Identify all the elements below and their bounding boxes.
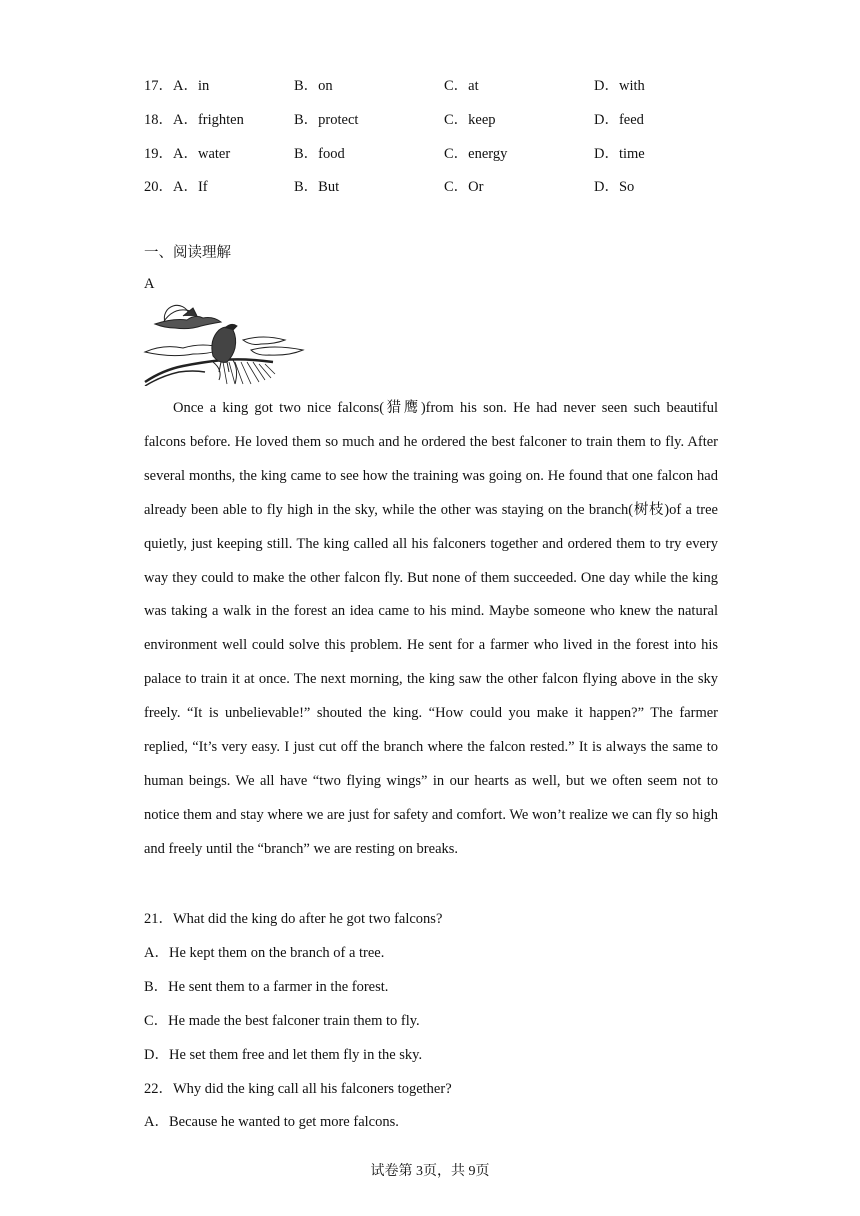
option-row-18 xyxy=(144,108,744,128)
option-a: 17．A．in xyxy=(144,78,210,94)
question-22: 22．Why did the king call all his falconers together? xyxy=(144,1081,452,1097)
option-c: C．at xyxy=(444,78,479,94)
option-d: D．So xyxy=(594,179,635,195)
question-21-option-c: C．He made the best falconer train them to fly. xyxy=(144,1013,420,1029)
option-c: C．Or xyxy=(444,179,484,195)
question-21-option-d: D．He set them free and let them fly in the sky. xyxy=(144,1047,423,1063)
question-22-option-a: A．Because he wanted to get more falcons. xyxy=(144,1114,399,1130)
option-d: D．with xyxy=(594,78,645,94)
option-c: C．energy xyxy=(444,146,508,162)
option-row-17 xyxy=(144,74,744,94)
option-d: D．feed xyxy=(594,112,644,128)
section-title: 一、阅读理解 xyxy=(144,245,231,261)
option-d: D．time xyxy=(594,146,645,162)
option-a: 19．A．water xyxy=(144,146,231,162)
page-footer: 试卷第 3页，共 9页 xyxy=(370,1164,490,1179)
passage-paragraph: Once a king got two nice falcons(猎鹰)from his son. He had never seen such beautiful falcons before. He loved them so much and he ordered the best falconer to train them to fly. After several months, the king came to see how the training was going on. He found that one falcon had already been able to fly high in the sky, while the other was staying on the branch(树枝)of a tree quietly, just keeping still. The king called all his falconers together and ordered them to try every way they could to make the other falcon fly. But none of them succeeded. One day while the king was taking a walk in the forest an idea came to his mind. Maybe someone who knew the natural environment well could solve this problem. He sent for a farmer who lived in the forest into his palace to train it at once. The next morning, the king saw the other falcon flying above in the sky freely. “It is unbelievable!” shouted the king. “How could you make it happen?” The farmer replied, “It’s very easy. I just cut off the branch where the falcon rested.” It is always the same to human beings. We all have “two flying wings” in our hearts as well, but we often seem not to notice them and stay where we are just for safety and comfort. We won’t realize we can fly so high and freely until the “branch” we are resting on breaks. xyxy=(144,400,718,857)
option-c: C．keep xyxy=(444,112,496,128)
option-row-20 xyxy=(144,175,744,195)
question-21-option-b: B．He sent them to a farmer in the forest. xyxy=(144,979,389,995)
option-b: B．But xyxy=(294,179,340,195)
question-21: 21．What did the king do after he got two falcons? xyxy=(144,911,443,927)
option-a: 18．A．frighten xyxy=(144,112,244,128)
option-b: B．protect xyxy=(294,112,359,128)
question-21-option-a: A．He kept them on the branch of a tree. xyxy=(144,945,385,961)
option-a: 20．A．If xyxy=(144,179,208,195)
passage-label: A xyxy=(144,276,155,292)
option-b: B．on xyxy=(294,78,333,94)
option-b: B．food xyxy=(294,146,345,162)
option-row-19 xyxy=(144,142,744,162)
falcon-on-branch-illustration xyxy=(143,300,305,386)
reading-passage xyxy=(144,392,718,867)
